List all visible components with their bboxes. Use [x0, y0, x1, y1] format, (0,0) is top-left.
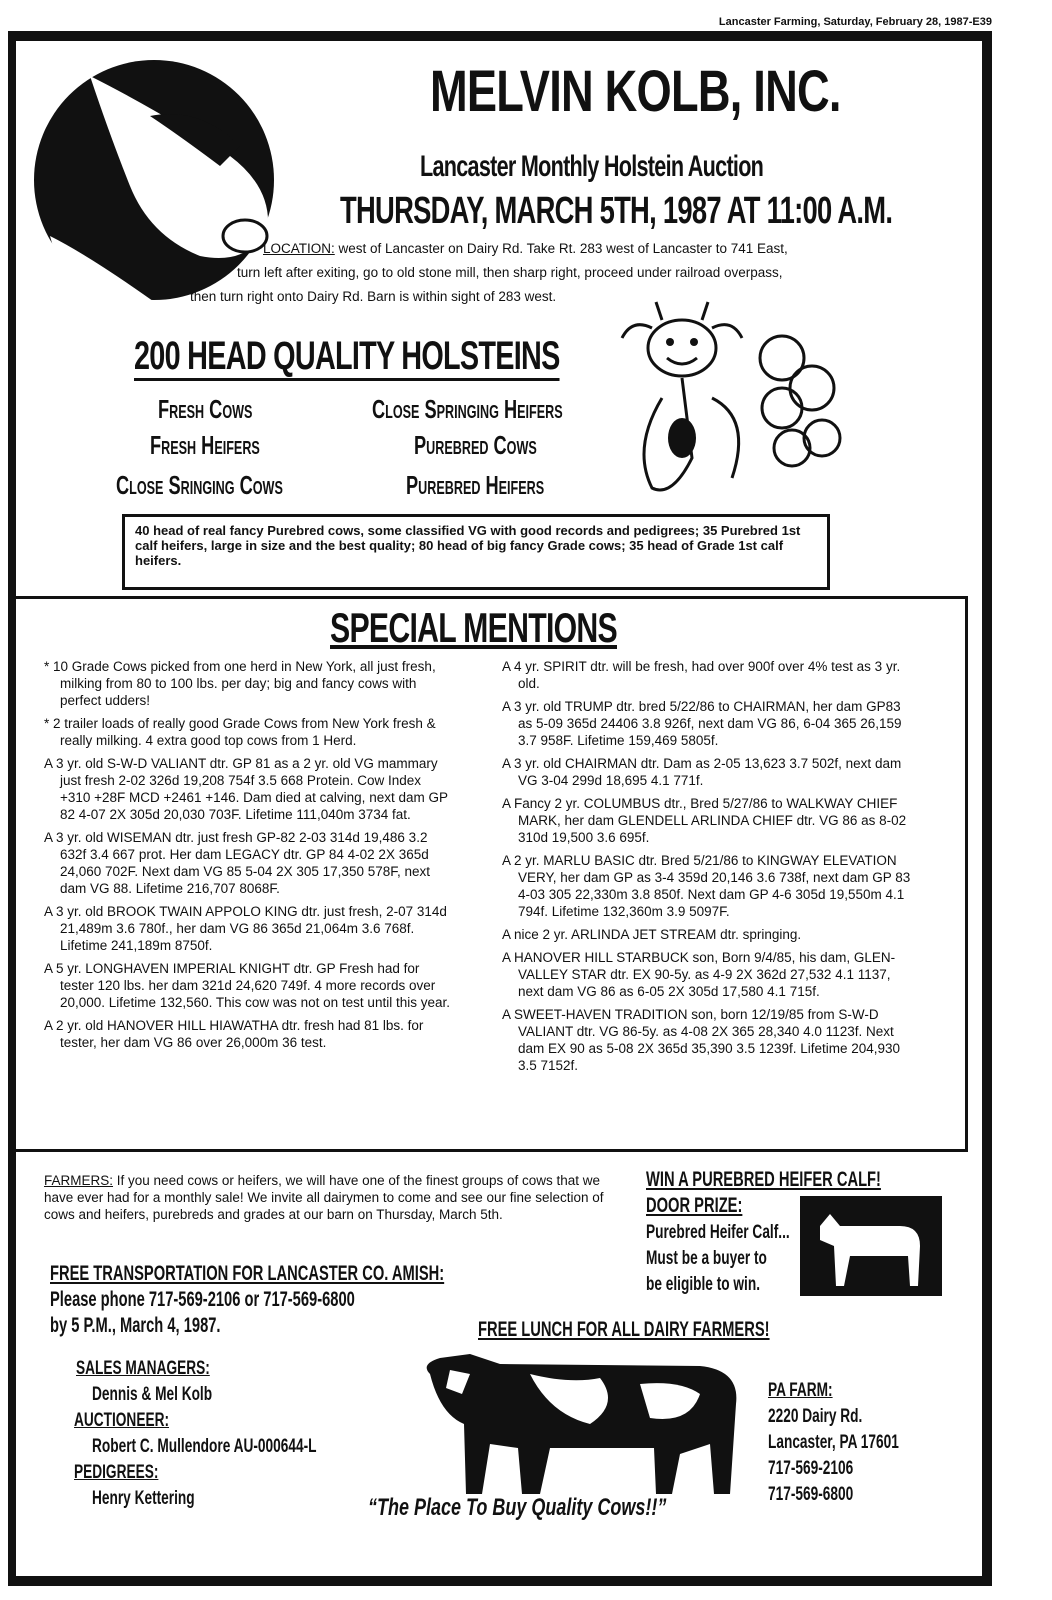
prize-line: Purebred Heifer Calf... [646, 1222, 790, 1243]
mention-item: A 3 yr. old CHAIRMAN dtr. Dam as 2-05 13,623 3.7 502f, next dam VG 3-04 299d 18,695 4.1 771f. [502, 756, 902, 788]
mention-item: A 2 yr. MARLU BASIC dtr. Bred 5/21/86 to KINGWAY ELEVATION VERY, her dam GP as 3-4 359d 20,146 3.6 738f, next dam GP 83 4-03 305 22,330m 3.8 850f. Next dam GP 4-6 305d 19,550m 4.1 794f. Lifetime 132,360m 3.9 5097F. [502, 853, 911, 919]
farm-city: Lancaster, PA 17601 [768, 1432, 899, 1453]
mentions-right-column [502, 658, 912, 1080]
auction-date: THURSDAY, MARCH 5TH, 1987 AT 11:00 A.M. [340, 190, 893, 232]
mentions-left-column [44, 658, 454, 1057]
mention-item: A SWEET-HAVEN TRADITION son, born 12/19/85 from S-W-D VALIANT dtr. VG 86-5y. as 4-08 2X 365 28,340 4.0 1123f. Next dam EX 90 as 5-08 2X 365d 35,390 3.5 1239f. Lifetime 204,930 3.5 7152f. [502, 1007, 901, 1073]
mention-item: A 3 yr. old BROOK TWAIN APPOLO KING dtr. just fresh, 2-07 314d 21,489m 3.6 780f., her dam VG 86 365d 21,064m 3.6 768f. Lifetime 241,189m 8750f. [44, 904, 447, 953]
sales-managers-label: SALES MANAGERS: [76, 1358, 210, 1379]
location-line-1: LOCATION: west of Lancaster on Dairy Rd. Take Rt. 283 west of Lancaster to 741 East, [263, 241, 788, 256]
farm-phone: 717-569-2106 [768, 1458, 854, 1479]
prize-line: be eligible to win. [646, 1274, 761, 1295]
type-item: Fresh Heifers [150, 430, 260, 460]
location-line-3: then turn right onto Dairy Rd. Barn is within sight of 283 west. [190, 289, 557, 304]
mention-item: * 2 trailer loads of really good Grade Cows from New York fresh & really milking. 4 extra good top cows from 1 Herd. [44, 716, 436, 748]
farm-address: 2220 Dairy Rd. [768, 1406, 863, 1427]
auctioneer: Robert C. Mullendore AU-000644-L [92, 1436, 317, 1457]
transport-deadline: by 5 P.M., March 4, 1987. [50, 1314, 221, 1337]
type-item: Fresh Cows [158, 394, 253, 424]
cartoon-cow-icon [612, 298, 856, 512]
location-label: LOCATION: [263, 241, 335, 256]
mention-item: * 10 Grade Cows picked from one herd in New York, all just fresh, milking from 80 to 100 lbs. per day; big and fancy cows with perfect udders! [44, 659, 436, 708]
mention-item: A HANOVER HILL STARBUCK son, Born 9/4/85, his dam, GLEN-VALLEY STAR dtr. EX 90-5y. as 4-9 2X 362d 27,532 4.1 1137, next dam VG 86 as 6-05 2X 305d 17,580 4.1 715f. [502, 950, 896, 999]
mention-item: A 2 yr. old HANOVER HILL HIAWATHA dtr. fresh had 81 lbs. for tester, her dam VG 86 over 26,000m 36 test. [44, 1018, 424, 1050]
heifer-calf-icon [800, 1196, 942, 1296]
free-lunch: FREE LUNCH FOR ALL DAIRY FARMERS! [478, 1318, 770, 1341]
type-item: Close Sringing Cows [116, 470, 283, 500]
lot-summary: 40 head of real fancy Purebred cows, some classified VG with good records and pedigrees; 35 Purebred 1st calf heifers, large in size and the best quality; 80 head of big fancy Grade cows; 35 head of Grade 1st calf heifers. [122, 514, 830, 590]
holstein-cow-icon [410, 1344, 756, 1504]
special-mentions-title: SPECIAL MENTIONS [330, 604, 617, 651]
slogan: “The Place To Buy Quality Cows!!” [368, 1494, 667, 1521]
mention-item: A 4 yr. SPIRIT dtr. will be fresh, had over 900f over 4% test as 3 yr. old. [502, 659, 901, 691]
farmers-label: FARMERS: [44, 1173, 114, 1188]
prize-line: Must be a buyer to [646, 1248, 767, 1269]
headline: 200 HEAD QUALITY HOLSTEINS [134, 334, 560, 381]
type-item: Purebred Cows [414, 430, 537, 460]
pa-farm-label: PA FARM: [768, 1380, 833, 1401]
mention-item: A 3 yr. old S-W-D VALIANT dtr. GP 81 as a 2 yr. old VG mammary just fresh 2-02 326d 19,208 754f 3.5 668 Protein. Cow Index +310 +28F MCD +2461 +146. Dam died at calving, next dam GP 82 4-07 2X 305d 20,030 703F. Lifetime 111,040m 3734 fat. [44, 756, 448, 822]
auctioneer-label: AUCTIONEER: [74, 1410, 170, 1431]
type-item: Close Springing Heifers [372, 394, 563, 424]
sales-managers: Dennis & Mel Kolb [92, 1384, 213, 1405]
transport-title: FREE TRANSPORTATION FOR LANCASTER CO. AMISH: [50, 1262, 445, 1285]
mention-item: A nice 2 yr. ARLINDA JET STREAM dtr. springing. [502, 927, 802, 942]
type-item: Purebred Heifers [406, 470, 545, 500]
auction-subtitle: Lancaster Monthly Holstein Auction [420, 150, 764, 183]
farmers-invitation: FARMERS: If you need cows or heifers, we will have one of the finest groups of cows that we have ever had for a monthly sale! We invite all dairymen to come and see our fine selection of cows and heifers, purebreds and grades at our barn on Thursday, March 5th. [44, 1173, 604, 1222]
mention-item: A Fancy 2 yr. COLUMBUS dtr., Bred 5/27/86 to WALKWAY CHIEF MARK, her dam GLENDELL ARLINDA CHIEF dtr. VG 86 as 8-02 310d 19,500 3.6 695f. [502, 796, 907, 845]
pedigrees: Henry Kettering [92, 1488, 195, 1509]
mention-item: A 3 yr. old TRUMP dtr. bred 5/22/86 to CHAIRMAN, her dam GP83 as 5-09 365d 24406 3.8 926f, next dam VG 86, 6-04 365 26,159 3.7 958F. Lifetime 159,469 5805f. [502, 699, 902, 748]
masthead: Lancaster Farming, Saturday, February 28, 1987-E39 [718, 16, 992, 28]
pedigrees-label: PEDIGREES: [74, 1462, 159, 1483]
mention-item: A 3 yr. old WISEMAN dtr. just fresh GP-82 2-03 314d 19,486 3.2 632f 3.4 667 prot. Her dam LEGACY dtr. GP 84 4-02 2X 365d 24,060 702F. Next dam VG 85 5-04 2X 305 17,350 578F, next dam VG 88. Lifetime 216,707 8068F. [44, 830, 431, 896]
door-prize-label: DOOR PRIZE: [646, 1194, 743, 1217]
prize-title: WIN A PUREBRED HEIFER CALF! [646, 1168, 881, 1191]
location-line-2: turn left after exiting, go to old stone mill, then sharp right, proceed under railroad overpass, [237, 265, 783, 280]
company-title: MELVIN KOLB, INC. [430, 59, 841, 124]
transport-phone: Please phone 717-569-2106 or 717-569-6800 [50, 1288, 355, 1311]
farm-phone: 717-569-6800 [768, 1484, 854, 1505]
mention-item: A 5 yr. LONGHAVEN IMPERIAL KNIGHT dtr. GP Fresh had for tester 120 lbs. her dam 321d 24,620 749f. 4 more records over 20,000. Lifetime 132,560. This cow was not on test until this year. [44, 961, 450, 1010]
